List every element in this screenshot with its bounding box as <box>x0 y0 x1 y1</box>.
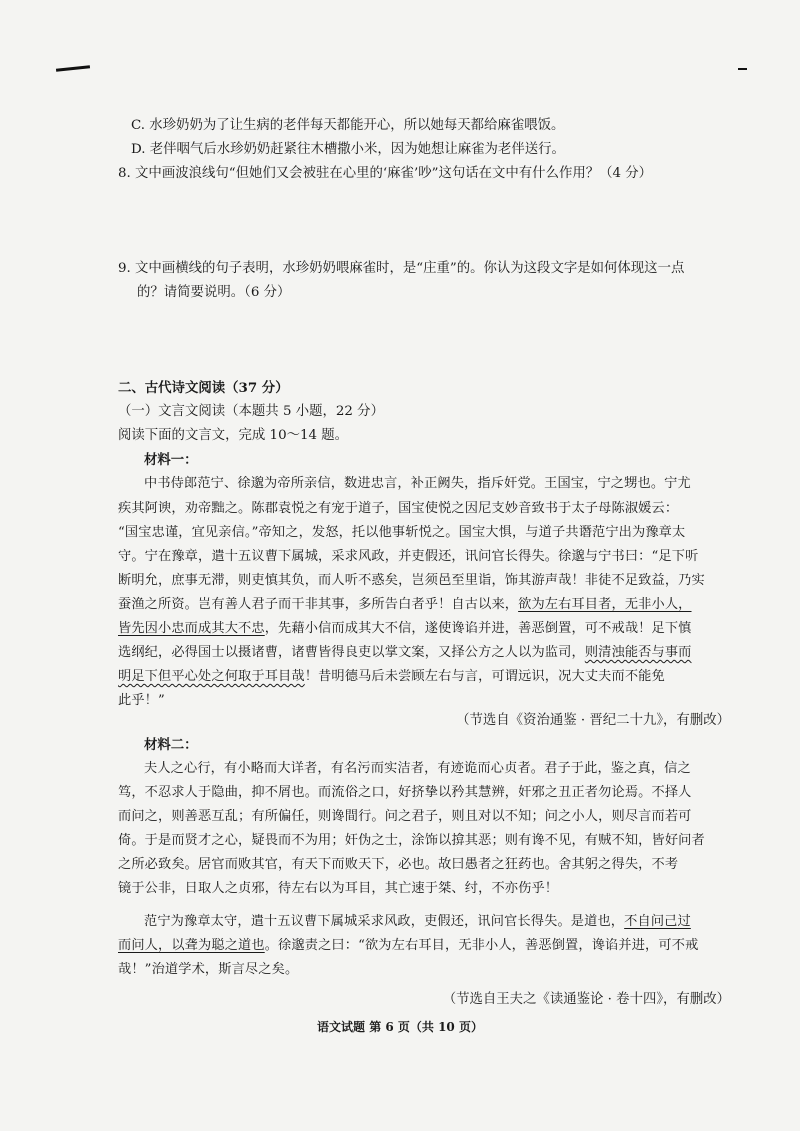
material-2-line: 夫人之心行，有小略而大详者，有名污而实洁者，有迹诡而心贞者。君子于此，鉴之真，信之 <box>144 761 691 776</box>
text-segment: ，先藉小信而成其大不信，遂使谗谄并进，善恶倒置，可不戒哉！足下慎 <box>264 621 692 636</box>
section-heading: 二、古代诗文阅读（37 分） <box>118 380 289 396</box>
material-1-line: 中书侍郎范宁、徐邈为帝所亲信，数进忠言，补正阙失，指斥奸党。王国宝，宁之甥也。宁尤 <box>144 476 691 491</box>
underlined-sentence: 欲为左右耳目者，无非小人， <box>518 597 692 612</box>
text-segment: 。徐邈责之曰：“欲为左右耳目，无非小人，善恶倒置，谗谄并进，可不戒 <box>264 938 699 953</box>
material-2-line: 哉！”治道学术，斯言尽之矣。 <box>118 962 299 977</box>
underlined-sentence: 皆先因小忠而成其大不忠 <box>118 621 265 636</box>
wavy-underlined-sentence: 则清浊能否与事而 <box>584 645 692 660</box>
material-2-line: 镜于公非，日取人之贞邪，待左右以为耳目，其亡速于桀、纣，不亦伤乎！ <box>118 881 559 896</box>
scan-mark-right <box>738 68 747 70</box>
material-1-line <box>118 668 665 686</box>
material-1-line: 守。宁在豫章，遣十五议曹下属城，采求风政，并吏假还，讯问官长得失。徐邈与宁书曰：“足下听 <box>118 549 699 564</box>
question-9-line-2: 的？请简要说明。（6 分） <box>137 285 291 300</box>
material-2-line <box>144 913 691 931</box>
text-segment: 选纲纪，必得国士以摄诸曹，诸曹皆得良吏以掌文案，又择公方之人以为监司， <box>118 645 585 660</box>
material-1-line: 此乎！” <box>118 693 165 708</box>
material-1-line: “国宝忠谨，宜见亲信。”帝知之，发怒，托以他事斩悦之。国宝大惧，与道子共谮范宁出为豫章太 <box>118 525 686 540</box>
section-instruction: 阅读下面的文言文，完成 10～14 题。 <box>118 428 349 443</box>
underlined-sentence: 而问人，以聋为聪之道也 <box>118 938 265 953</box>
material-2-line: 而问之，则善恶互乱；有所偏任，则谗間行。问之君子，则且对以不知；问之小人，则尽言而若可 <box>118 809 692 824</box>
material-2-line: 倚。于是而贤才之心，疑畏而不为用；奸伪之士，涂饰以揜其恶；则有谗不见，有贼不知，皆好问者 <box>118 833 705 848</box>
material-1-label: 材料一： <box>144 452 198 468</box>
material-1-source: （节选自《资治通鉴 · 晋纪二十九》，有删改） <box>456 713 730 728</box>
material-2-line: 笃，不忍求人于隐曲，抑不屑也。而流俗之口，好挤挚以矜其慧辨，奸邪之丑正者勿论焉。不择人 <box>118 785 692 800</box>
text-segment: 范宁为豫章太守，遣十五议曹下属城采求风政，吏假还，讯问官长得失。是道也， <box>144 914 625 929</box>
material-2-source: （节选自王夫之《读通鉴论 · 卷十四》，有删改） <box>442 992 730 1007</box>
question-9-line-1: 9. 文中画横线的句子表明，水珍奶奶喂麻雀时，是“庄重”的。你认为这段文字是如何体现这一点 <box>118 261 685 276</box>
material-1-line <box>118 620 692 638</box>
material-2-line <box>118 937 698 955</box>
material-2-label: 材料二： <box>144 737 198 753</box>
material-1-line <box>118 644 692 662</box>
text-segment: ！昔明德马后未尝顾左右与言，可谓远识，况大丈夫而不能免 <box>304 669 665 684</box>
material-1-line: 断明允，庶事无滞，则吏慎其负，而人听不惑矣，岂须邑至里诣，饰其游声哉！非徒不足致益，乃实 <box>118 573 705 588</box>
section-subheading: （一）文言文阅读（本题共 5 小题，22 分） <box>118 404 384 419</box>
option-d: D. 老伴咽气后水珍奶奶赶紧往木槽撒小米，因为她想让麻雀为老伴送行。 <box>131 142 565 157</box>
text-segment: 蚕渔之所资。岂有善人君子而干非其事，多所告白者乎！自古以来， <box>118 597 519 612</box>
question-8: 8. 文中画波浪线句“但她们又会被驻在心里的‘麻雀’吵”这句话在文中有什么作用？（4 分） <box>118 166 653 181</box>
option-c: C. 水珍奶奶为了让生病的老伴每天都能开心，所以她每天都给麻雀喂饭。 <box>131 118 565 133</box>
page-footer: 语文试题 第 6 页（共 10 页） <box>317 1020 483 1034</box>
underlined-sentence: 不自问己过 <box>624 914 691 929</box>
material-1-line <box>118 596 692 614</box>
material-2-line: 之所必致矣。居官而败其官，有天下而败天下，必也。故曰愚者之狂药也。舍其躬之得失，不考 <box>118 857 679 872</box>
scan-mark-left <box>56 65 90 72</box>
material-1-line: 疾其阿谀，劝帝黜之。陈郡袁悦之有宠于道子，国宝使悦之因尼支妙音致书于太子母陈淑媛云： <box>118 501 679 516</box>
wavy-underlined-sentence: 明足下但平心处之何取于耳目哉 <box>118 669 305 684</box>
